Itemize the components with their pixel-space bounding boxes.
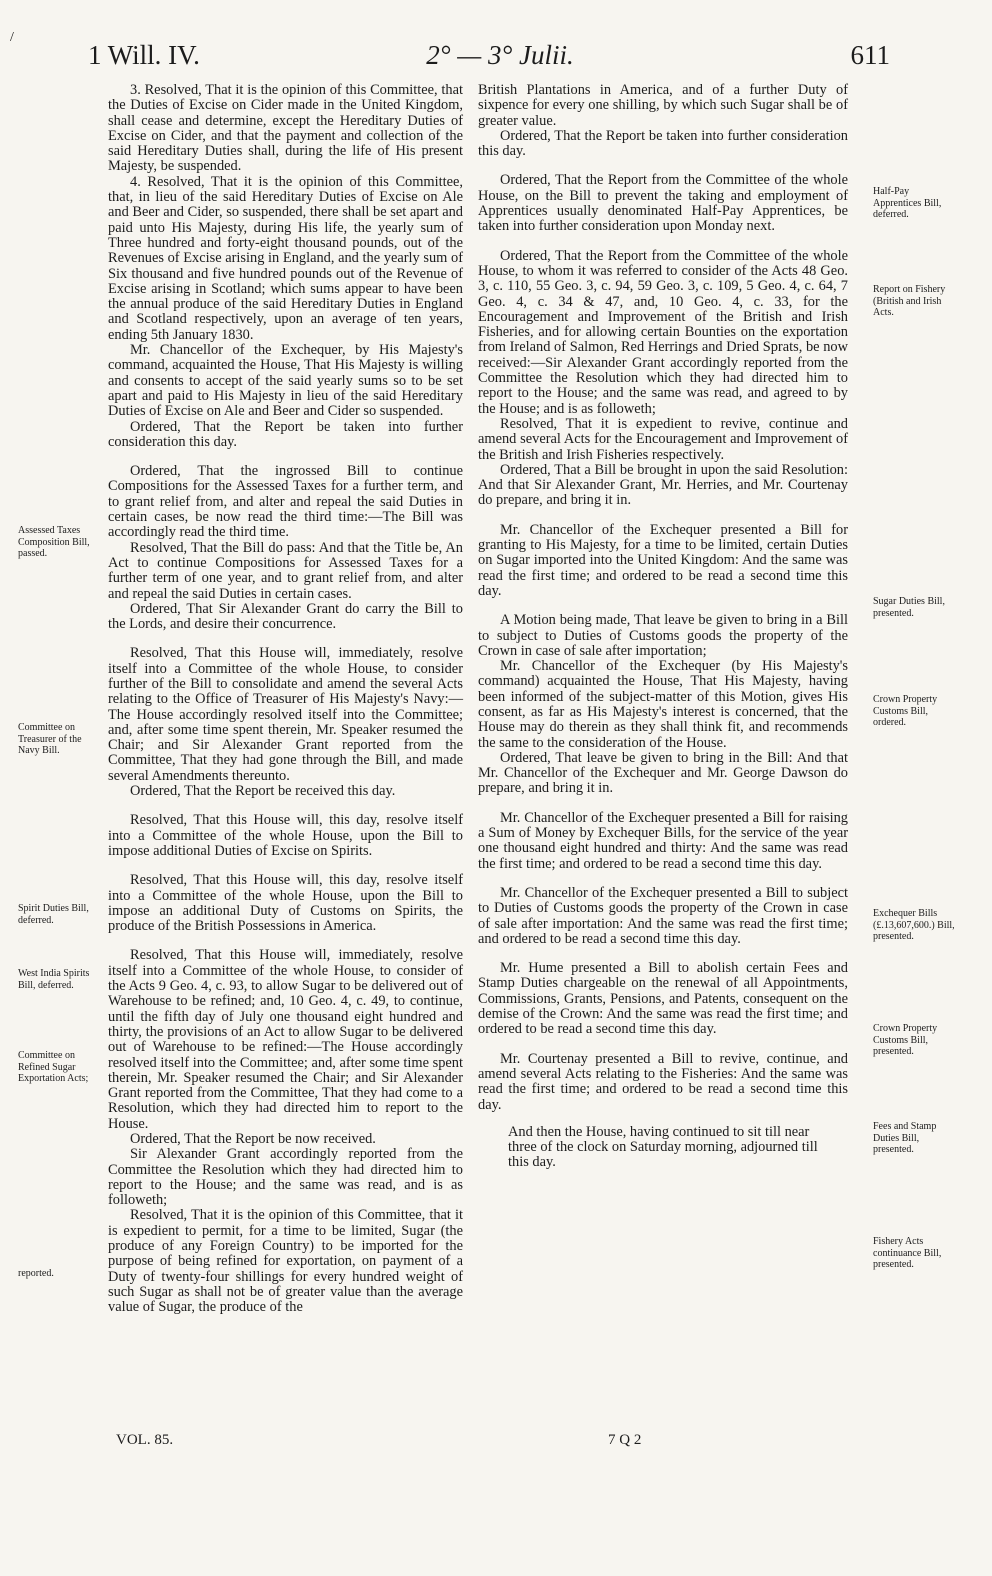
paragraph: Ordered, That the Report be taken into further consideration this day. [478,127,848,160]
paragraph: Mr. Chancellor of the Exchequer (by His Majesty's command) acquainted the House, That His Majesty, having been informed of the subject-matter of this Motion, gives His consent, as far as His Majesty's interest is concerned, that the House may do therein as they shall think fit, and recommends the same to the consideration of the House. [478,658,848,751]
paragraph: Resolved, That this House will, immediately, resolve itself into a Committee of the whole House, to consider of the Acts 9 Geo. 4, c. 93, to allow Sugar to be delivered out of Warehouse to be refined; and, 10 Geo. 4, c. 49, to continue, until the fifth day of July one thousand eight hundred and thirty, the provisions of an Act to allow Sugar to be delivered out of Warehouse to be refined:—The House accordingly resolved itself into the Committee; and, after some time spent therein, Mr. Speaker resumed the Chair; and Sir Alexander Grant reported from the Committee, That they had come to a Resolution, which they had directed him to report to the House. [108,947,463,1132]
margin-note: Crown Property Customs Bill, ordered. [873,694,938,728]
margin-note: Crown Property Customs Bill, presented. [873,1023,938,1057]
paragraph: Mr. Chancellor of the Exchequer presented a Bill for raising a Sum of Money by Exchequer Bills, for the service of the year one thousand eight hundred and thirty: And the same was read the first time; and ordered to be read a second time this day. [478,809,848,872]
paragraph: Ordered, That the ingrossed Bill to continue Compositions for the Assessed Taxes for a further term, and to grant relief from, and alter and repeal the said Duties in certain cases, be now read the third time:—The Bill was accordingly read the third time. [108,463,463,541]
page-number: 611 [850,40,890,70]
margin-note: Half-Pay Apprentices Bill, deferred. [873,186,942,220]
paragraph: Resolved, That it is expedient to revive, continue and amend several Acts for the Encouragement and Improvement of the British and Irish Fisheries respectively. [478,415,848,463]
paragraph: Resolved, That it is the opinion of this Committee, that it is expedient to permit, for a time to be limited, Sugar (the produce of any Foreign Country) to be imported for the purpose of being refined for exportation, on payment of a Duty of twenty-four shillings for every hundred weight of such Sugar as shall not be of greater value than the average value of Sugar, the produce of the [108,1207,463,1316]
paragraph: Sir Alexander Grant accordingly reported from the Committee the Resolution which they had directed him to report to the House; and the same was read, and is as followeth; [108,1146,463,1209]
paragraph: 3. Resolved, That it is the opinion of this Committee, that the Duties of Excise on Cider made in the United Kingdom, shall cease and determine, except the Hereditary Duties of Excise on Cider, and that the payment and collection of the said Hereditary Duties shall, during the life of His present Majesty, be suspended. [108,82,463,175]
paragraph: Mr. Chancellor of the Exchequer presented a Bill for granting to His Majesty, for a time to be limited, certain Duties on Sugar imported into the United Kingdom: And the same was read the first time; and ordered to be read a second time this day. [478,521,848,599]
paragraph: 4. Resolved, That it is the opinion of this Committee, that, in lieu of the said Hereditary Duties of Excise on Ale and Beer and Cider, so suspended, there shall be set apart and paid unto His Majesty, during His life, the yearly sum of Three hundred and forty-eight thousand pounds, out of the Revenues of Excise arising in England, and the yearly sum of Six thousand and five hundred pounds out of the Revenue of Excise arising in Scotland; which sums appear to have been the annual produce of the said Hereditary Duties in England and Scotland respectively, upon an average of ten years, ending 5th January 1830. [108,173,463,343]
margin-note: Committee on Treasurer of the Navy Bill. [18,722,82,756]
paragraph: Resolved, That the Bill do pass: And that the Title be, An Act to continue Compositions for Assessed Taxes for a further term of one year, and to grant relief from, and alter and repeal the said Duties in certain cases. [108,539,463,602]
paragraph: Ordered, That the Report from the Committee of the whole House, on the Bill to prevent the taking and employment of Apprentices usually denominated Half-Pay Apprentices, be taken into further consideration upon Monday next. [478,172,848,235]
margin-note: Exchequer Bills (£.13,607,600.) Bill, presented. [873,908,955,942]
paragraph: Ordered, That leave be given to bring in the Bill: And that Mr. Chancellor of the Exchequer and Mr. George Dawson do prepare, and bring it in. [478,749,848,797]
margin-note: Committee on Refined Sugar Exportation Acts; [18,1050,89,1084]
paragraph: Ordered, That the Report be taken into further consideration this day. [108,418,463,450]
header-reign: 1 Will. IV. [88,40,200,70]
right-column [478,83,848,1171]
corner-mark: / [10,30,14,45]
margin-note: Fishery Acts continuance Bill, presented. [873,1236,942,1270]
header-dates: 2° — 3° Julii. [426,40,574,70]
paragraph: Resolved, That this House will, immediately, resolve itself into a Committee of the whole House, to consider further of the Bill to consolidate and amend the several Acts relating to the Office of Treasurer of His Majesty's Navy:—The House accordingly resolved itself into the Committee; and, after some time spent therein, Mr. Speaker resumed the Chair; and Sir Alexander Grant reported from the Committee, That they had gone through the Bill, and made several Amendments thereunto. [108,645,463,784]
margin-note: Assessed Taxes Composition Bill, passed. [18,525,90,559]
margin-note: Report on Fishery (British and Irish Acts. [873,284,946,318]
paragraph: Ordered, That the Report be received this day. [130,783,396,800]
left-column [108,83,463,1316]
paragraph: Ordered, That the Report from the Committee of the whole House, to whom it was referred to consider of the Acts 48 Geo. 3, c. 110, 55 Geo. 3, c. 94, 59 Geo. 3, c. 109, 5 Geo. 4, c. 64, 7 Geo. 4, c. 34 & 47, and, 10 Geo. 4, c. 33, for the Encouragement and Improvement of the British and Irish Fisheries, and for allowing certain Bounties on the exportation from Ireland of Salmon, Red Herrings and Dried Sprats, be now received:—Sir Alexander Grant accordingly reported from the Committee the Resolution which they had directed him to report to the House; and the same was read, and agreed to by the House; and is as followeth; [478,247,848,417]
paragraph: British Plantations in America, and of a further Duty of sixpence for every one shilling, by which such Sugar shall be of greater value. [478,82,848,129]
paragraph: A Motion being made, That leave be given to bring in a Bill to subject to Duties of Customs goods the property of the Crown in case of sale after importation; [478,612,848,659]
paragraph: Mr. Courtenay presented a Bill to revive, continue, and amend several Acts relating to the Fisheries: And the same was read the first time; and ordered to be read a second time this day. [478,1050,848,1113]
paragraph: Resolved, That this House will, this day, resolve itself into a Committee of the whole House, upon the Bill to impose an additional Duty of Customs on Spirits, the produce of the British Possessions in America. [108,872,463,935]
paragraph: Ordered, That a Bill be brought in upon the said Resolution: And that Sir Alexander Grant, Mr. Herries, and Mr. Courtenay do prepare, and bring it in. [478,461,848,509]
paragraph: Mr. Chancellor of the Exchequer, by His Majesty's command, acquainted the House, That His Majesty is willing and consents to accept of the said yearly sums so to be set apart and paid to His Majesty in lieu of the said Hereditary Duties of Excise on Ale and Beer and Cider so suspended. [108,342,463,420]
paragraph: Mr. Hume presented a Bill to abolish certain Fees and Stamp Duties chargeable on the renewal of all Appointments, Commissions, Grants, Pensions, and Patents, consequent on the demise of the Crown: And the same was read the first time; and ordered to be read a second time this day. [478,960,848,1038]
signature-mark: 7 Q 2 [608,1432,642,1448]
volume-number: VOL. 85. [116,1432,174,1448]
margin-note: Fees and Stamp Duties Bill, presented. [873,1121,937,1155]
margin-note: Spirit Duties Bill, deferred. [18,903,89,926]
paragraph: Ordered, That Sir Alexander Grant do carry the Bill to the Lords, and desire their concurrence. [108,600,463,633]
adjournment-paragraph: And then the House, having continued to sit till near three of the clock on Saturday morning, adjourned till this day. [508,1123,818,1171]
paragraph: Mr. Chancellor of the Exchequer presented a Bill to subject to Duties of Customs goods the property of the Crown in case of sale after importation: And the same was read the first time; and ordered to be read a second time this day. [478,884,848,947]
margin-note: West India Spirits Bill, deferred. [18,968,90,991]
margin-note: reported. [18,1268,54,1279]
paragraph: Resolved, That this House will, this day, resolve itself into a Committee of the whole House, upon the Bill to impose additional Duties of Excise on Spirits. [108,812,463,859]
paragraph: Ordered, That the Report be now received. [130,1131,376,1147]
margin-note: Sugar Duties Bill, presented. [873,596,945,619]
